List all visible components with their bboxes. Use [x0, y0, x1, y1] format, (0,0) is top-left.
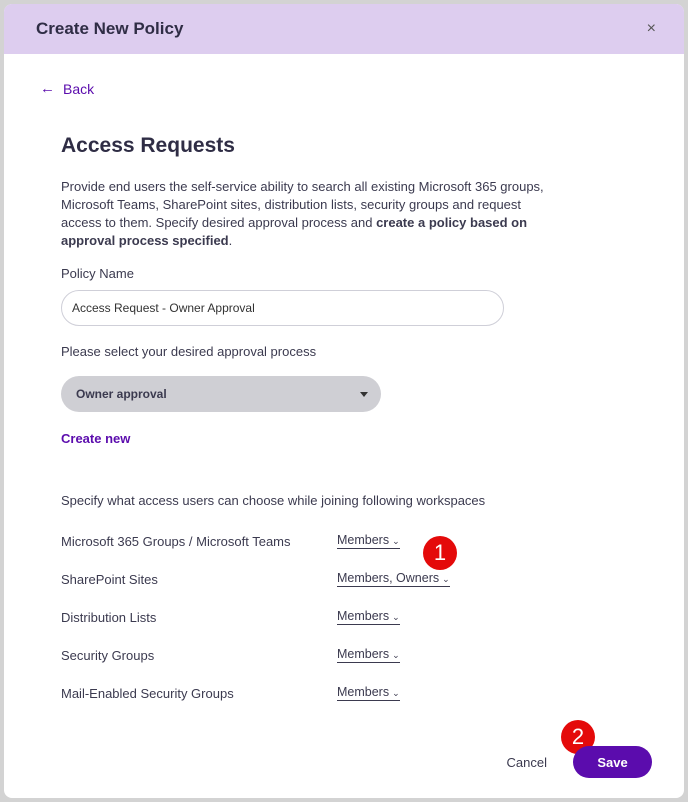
workspace-row	[61, 522, 621, 560]
annotation-badge-2: 2	[561, 720, 595, 754]
workspace-name: Microsoft 365 Groups / Microsoft Teams	[61, 533, 291, 549]
description-end: .	[228, 233, 233, 248]
dialog-header	[4, 4, 684, 54]
dialog-title: Create New Policy	[36, 19, 184, 38]
access-dropdown[interactable]	[337, 685, 400, 701]
chevron-down-icon: ⌄	[392, 536, 400, 546]
chevron-down-icon: ⌄	[392, 650, 400, 660]
chevron-down-icon: ⌄	[392, 612, 400, 622]
approval-selected: Owner approval	[76, 387, 167, 401]
chevron-down-icon: ⌄	[442, 574, 450, 584]
description-bold: create a policy based on approval process specified	[61, 215, 528, 248]
close-icon[interactable]: ×	[646, 20, 656, 37]
save-button[interactable]: Save	[573, 746, 652, 778]
workspace-row	[61, 560, 621, 598]
access-value: Members, Owners	[337, 571, 440, 585]
chevron-down-icon: ⌄	[392, 688, 400, 698]
access-value: Members	[337, 533, 390, 547]
description-text: Provide end users the self-service ability to search all existing Microsoft 365 groups, Microsoft Teams, SharePoint sites, distribution lists, security groups and request access to them. Specify desired approval process and	[61, 179, 544, 230]
approval-process-select[interactable]	[61, 376, 381, 412]
workspace-row	[61, 636, 621, 674]
workspace-name: SharePoint Sites	[61, 571, 158, 587]
access-value: Members	[337, 647, 390, 661]
arrow-left-icon: ←	[40, 80, 55, 97]
workspace-row	[61, 674, 621, 712]
workspaces-label: Specify what access users can choose while joining following workspaces	[61, 493, 486, 508]
access-dropdown[interactable]	[337, 571, 450, 587]
workspace-name: Distribution Lists	[61, 609, 157, 625]
back-link[interactable]	[40, 80, 94, 97]
policy-name-label: Policy Name	[61, 266, 134, 281]
access-dropdown[interactable]	[337, 609, 400, 625]
section-description	[61, 178, 561, 250]
create-new-link[interactable]: Create new	[61, 431, 131, 446]
access-dropdown[interactable]	[337, 533, 400, 549]
caret-down-icon	[360, 392, 368, 397]
workspace-name: Security Groups	[61, 647, 155, 663]
workspace-row	[61, 598, 621, 636]
workspace-name: Mail-Enabled Security Groups	[61, 685, 234, 701]
policy-name-input[interactable]: Access Request - Owner Approval	[61, 290, 504, 326]
section-heading: Access Requests	[61, 134, 235, 157]
access-dropdown[interactable]	[337, 647, 400, 663]
cancel-button[interactable]: Cancel	[506, 754, 547, 770]
back-label: Back	[63, 80, 95, 97]
create-policy-dialog	[4, 4, 684, 798]
annotation-badge-1: 1	[423, 536, 457, 570]
access-value: Members	[337, 685, 390, 699]
access-value: Members	[337, 609, 390, 623]
approval-process-label: Please select your desired approval process	[61, 344, 317, 359]
